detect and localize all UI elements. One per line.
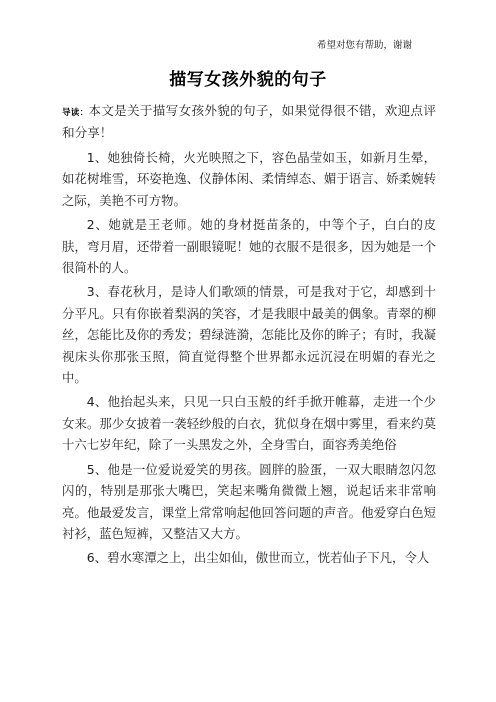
intro-paragraph [62, 101, 436, 143]
header-note: 希望对您有帮助，谢谢 [316, 40, 412, 51]
paragraph-1: 1、她独倚长椅，火光映照之下，容色晶莹如玉，如新月生晕，如花树堆雪，环姿艳逸、仪静体闲、柔情绰态、媚于语言、娇柔婉转之际，美艳不可方物。 [62, 150, 436, 208]
paragraph-2: 2、她就是王老师。她的身材挺苗条的，中等个子，白白的皮肤，弯月眉，还带着一副眼镜呢！她的衣服不是很多，因为她是一个很简朴的人。 [62, 217, 436, 276]
document-title: 描写女孩外貌的句子 [169, 70, 327, 90]
intro-text: 本文是关于描写女孩外貌的句子，如果觉得很不错，欢迎点评和分享！ [62, 103, 436, 140]
intro-label: 导读： [62, 108, 89, 118]
paragraph-6: 6、碧水寒潭之上，出尘如仙，傲世而立，恍若仙子下凡，令人 [86, 550, 430, 566]
paragraph-5: 5、他是一位爱说爱笑的男孩。圆胖的脸蛋，一双大眼睛忽闪忽闪的，特别是那张大嘴巴，笑起来嘴角微微上翘，说起话来非常响亮。他最爱发言，课堂上常常响起他回答问题的声音。他爱穿白色短衬衫，蓝色短裤，又整洁又大方。 [62, 461, 436, 541]
paragraph-4: 4、他抬起头来，只见一只白玉般的纤手掀开帷幕，走进一个少女来。那少女披着一袭轻纱般的白衣，犹似身在烟中雾里，看来约莫十六七岁年纪，除了一头黑发之外，全身雪白，面容秀美绝俗 [62, 394, 436, 453]
document-body [62, 101, 436, 572]
paragraph-3: 3、春花秋月，是诗人们歌颂的情景，可是我对于它，却感到十分平凡。只有你嵌着梨涡的笑容，才是我眼中最美的偶象。青翠的柳丝，怎能比及你的秀发；碧绿涟漪，怎能比及你的眸子；有时，我凝视床头你那张玉照，简直觉得整个世界都永远沉浸在明媚的春光之中。 [62, 284, 436, 386]
